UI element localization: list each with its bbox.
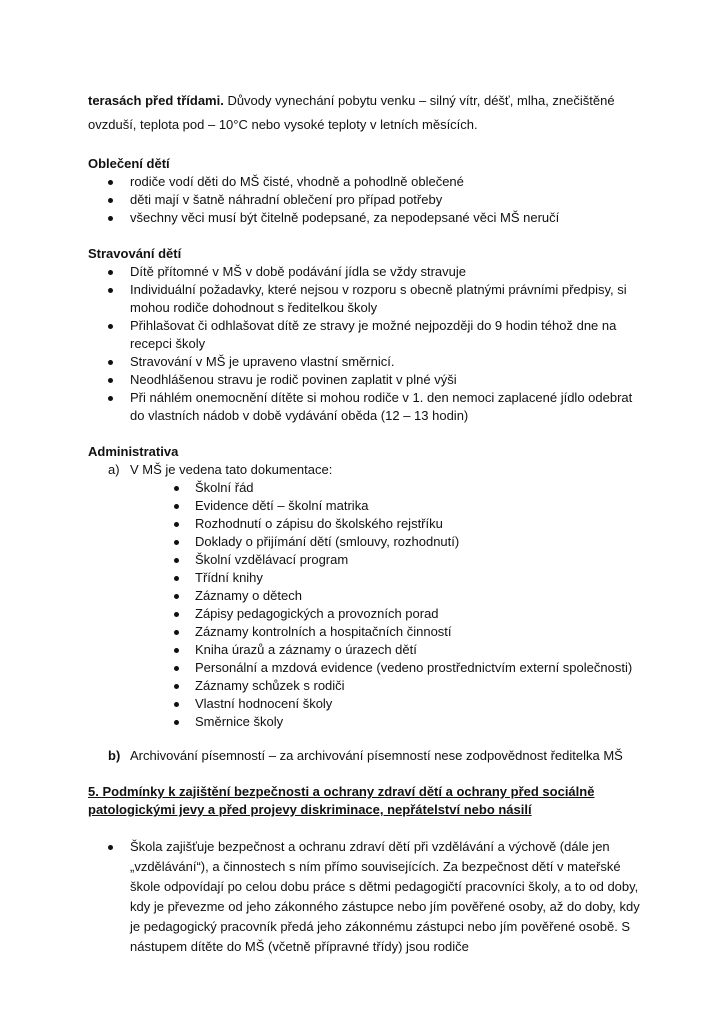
list-item: Třídní knihy [88,569,648,587]
list-item: všechny věci musí být čitelně podepsané, za nepodepsané věci MŠ neručí [88,209,648,227]
list-item: Personální a mzdová evidence (vedeno prostřednictvím externí společnosti) [88,659,648,677]
list-item: rodiče vodí děti do MŠ čisté, vhodně a pohodlně oblečené [88,173,648,191]
list-item: Rozhodnutí o zápisu do školského rejstříku [88,515,648,533]
intro-text: Důvody vynechání pobytu venku – silný vítr, déšť, mlha, znečištěné ovzduší, teplota pod – 10°C nebo vysoké teploty v letních měsících. [88,93,615,132]
list-item: Školní řád [88,479,648,497]
list-item: Vlastní hodnocení školy [88,695,648,713]
list-item-b-text: Archivování písemností – za archivování písemností nese zodpovědnost ředitelka MŠ [130,748,623,763]
section-5-title: 5. Podmínky k zajištění bezpečnosti a ochrany zdraví dětí a ochrany před sociálně patologickými jevy a před projevy diskriminace, nepřátelství nebo násilí [88,784,595,817]
list-item: Přihlašovat či odhlašovat dítě ze stravy je možné nejpozději do 9 hodin téhož dne na recepci školy [88,317,648,353]
list-section-5 [88,837,648,957]
list-stravovani [88,263,648,425]
list-item-b [88,747,648,765]
section-5 [88,783,648,957]
list-item: Záznamy o dětech [88,587,648,605]
list-item: Školní vzdělávací program [88,551,648,569]
list-item: Záznamy kontrolních a hospitačních činností [88,623,648,641]
list-item: Dítě přítomné v MŠ v době podávání jídla se vždy stravuje [88,263,648,281]
list-item: Stravování v MŠ je upraveno vlastní směrnicí. [88,353,648,371]
heading-obleceni: Oblečení dětí [88,156,170,171]
list-administrativa-b [88,747,648,765]
document-content [88,89,648,957]
list-item: Neodhlášenou stravu je rodič povinen zaplatit v plné výši [88,371,648,389]
list-item: Zápisy pedagogických a provozních porad [88,605,648,623]
list-item: Záznamy schůzek s rodiči [88,677,648,695]
list-item: Při náhlém onemocnění dítěte si mohou rodiče v 1. den nemoci zaplacené jídlo odebrat do vlastních nádob v době vydávání oběda (12 – 13 hodin) [88,389,648,425]
list-dokumentace [88,479,648,731]
list-item: Směrnice školy [88,713,648,731]
heading-administrativa: Administrativa [88,444,179,459]
list-administrativa [88,461,648,479]
list-item: Evidence dětí – školní matrika [88,497,648,515]
section-administrativa [88,443,648,765]
list-item: Kniha úrazů a záznamy o úrazech dětí [88,641,648,659]
section-obleceni [88,155,648,227]
intro-bold: terasách před třídami. [88,93,224,108]
list-item-a-text: V MŠ je vedena tato dokumentace: [130,462,333,477]
list-marker-b: b) [108,748,121,763]
list-obleceni [88,173,648,227]
heading-stravovani: Stravování dětí [88,246,182,261]
list-item: Doklady o přijímání dětí (smlouvy, rozhodnutí) [88,533,648,551]
list-item: děti mají v šatně náhradní oblečení pro případ potřeby [88,191,648,209]
list-item: Individuální požadavky, které nejsou v rozporu s obecně platnými právními předpisy, si mohou rodiče dohodnout s ředitelkou školy [88,281,648,317]
section-stravovani [88,245,648,425]
intro-paragraph [88,89,648,137]
list-item: Škola zajišťuje bezpečnost a ochranu zdraví dětí při vzdělávání a výchově (dále jen „vzdělávání“), a činnostech s ním přímo souvisejících. Za bezpečnost dětí v mateřské škole odpovídají po celou dobu práce s dětmi pedagogičtí pracovníci školy, a to od doby, kdy je převezme od jeho zákonného zástupce nebo jím pověřené osoby, až do doby, kdy je pedagogický pracovník předá jeho zákonnému zástupci nebo jím pověřené osobě. S nástupem dítěte do MŠ (včetně přípravné třídy) jsou rodiče [88,837,648,957]
list-item-a [88,461,648,479]
list-marker-a: a) [108,462,120,477]
